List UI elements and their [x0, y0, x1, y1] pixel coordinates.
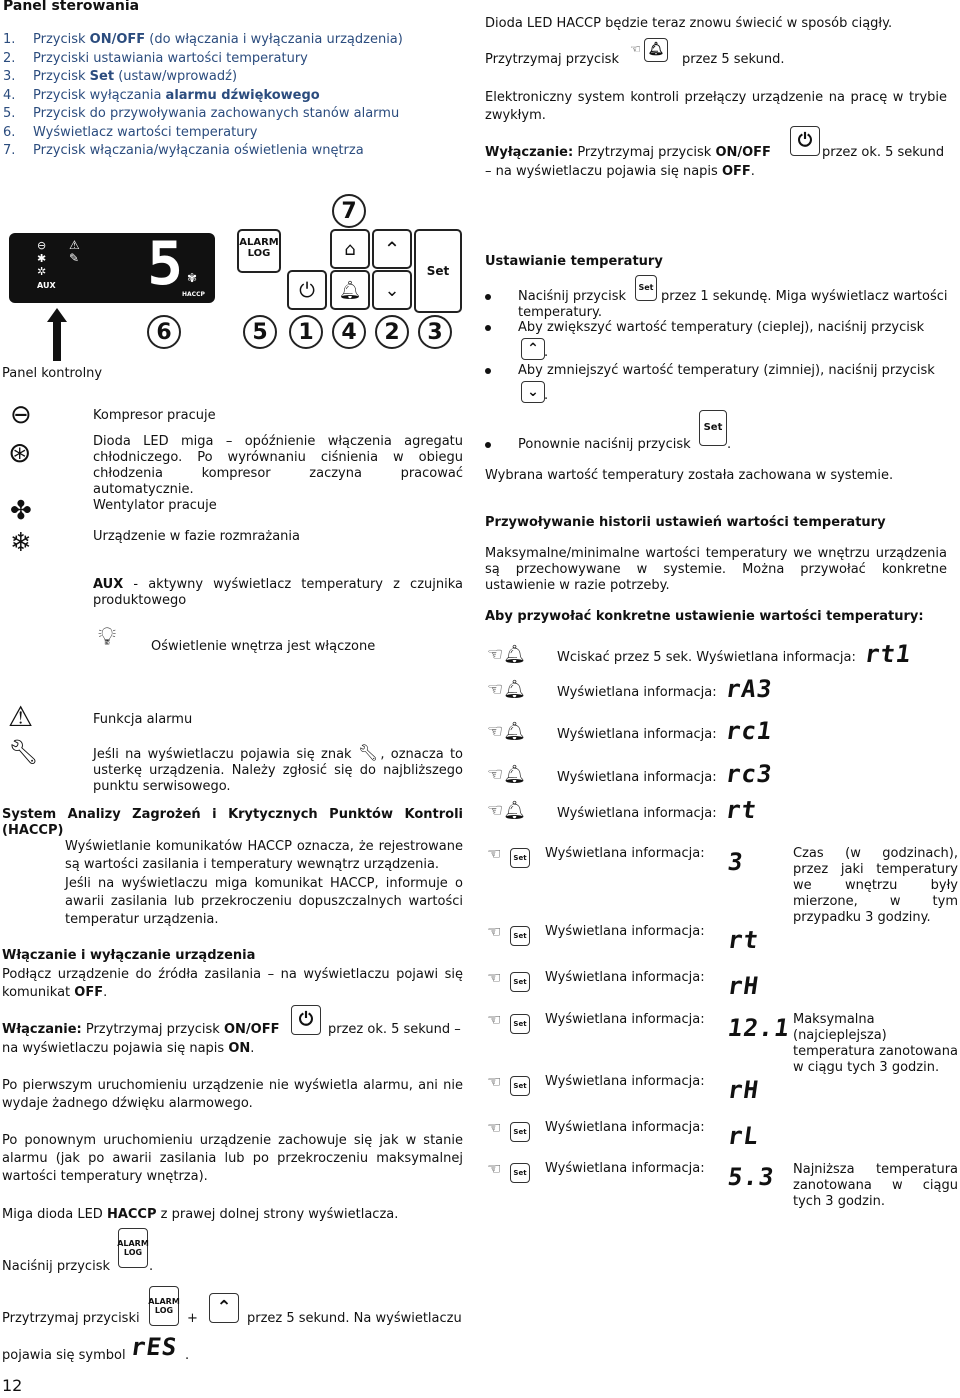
page-number: 12: [2, 1376, 23, 1395]
onoff-p1: Podłącz urządzenie do źródła zasilania – na wyświetlaczu pojawi się komunikat OFF.: [2, 967, 463, 1000]
arrow-shaft: [53, 321, 61, 361]
temp-setting-title: Ustawianie temperatury: [485, 254, 663, 269]
recall-label: Wyświetlana informacja:: [557, 727, 717, 742]
defrost-icon: ❄: [10, 528, 32, 558]
hold-text: Przytrzymaj przycisk: [485, 52, 619, 67]
period: .: [544, 388, 549, 403]
wrench-icon: 🔧︎: [8, 738, 39, 766]
set-button-inline: Set: [510, 972, 530, 992]
callout-4: 4: [332, 315, 366, 349]
bullet3: Aby zmniejszyć wartość temperatury (zimniej), naciśnij przycisk: [518, 363, 935, 378]
display-code: rt: [726, 926, 761, 954]
display-code: 5.3: [726, 1163, 777, 1191]
hand-set-icon: ☜: [487, 1159, 502, 1178]
bullet: [485, 294, 491, 300]
hand-set-icon: ☜: [487, 844, 502, 863]
hand-set-icon: ☜: [487, 922, 502, 941]
switch-off-line2: – na wyświetlaczu pojawia się napis OFF.: [485, 164, 755, 179]
hand-alarm-icon: ☜🔔︎: [487, 644, 526, 665]
note-min: Najniższa temperatura zanotowana w ciągu tych 3 godzin.: [793, 1162, 958, 1209]
power-icon: ⏻: [797, 130, 813, 151]
callout-7: 7: [332, 194, 366, 228]
legend-item: 6. Wyświetlacz wartości temperatury: [3, 124, 258, 140]
period: .: [149, 1259, 154, 1274]
note-duration: Czas (w godzinach), przez jaki temperatury we wnętrzu były mierzone, w tym przypadku 3 godziny.: [793, 846, 958, 925]
callout-6: 6: [147, 315, 181, 349]
light-text: Oświetlenie wnętrza jest włączone: [151, 639, 376, 654]
normal-mode-text: Elektroniczny system kontroli przełączy urządzenie na pracę w trybie zwykłym.: [485, 90, 947, 123]
recall-label: Wyświetlana informacja:: [557, 770, 717, 785]
hand-set-icon: ☜: [487, 1010, 502, 1029]
chevron-up-icon: ⌃: [383, 237, 401, 261]
display-code: rc1: [724, 717, 775, 745]
period: .: [544, 345, 549, 360]
display-code: rL: [726, 1122, 761, 1150]
haccp-p2: Jeśli na wyświetlaczu miga komunikat HACCP, informuje o awarii zasilania lub przekroczeniu dopuszczalnych wartości temperatur urządzenia.: [65, 876, 463, 927]
alarm-log-inline: ALARM LOG: [118, 1228, 148, 1268]
switch-on-line2: na wyświetlaczu pojawia się napis ON.: [2, 1041, 255, 1056]
period: .: [185, 1348, 190, 1363]
haccp-led: HACCP: [182, 291, 205, 298]
press-text: Naciśnij przycisk: [2, 1259, 110, 1274]
bullet: [485, 368, 491, 374]
arrow-up-icon: [47, 308, 67, 322]
set-button-inline: Set: [510, 1014, 530, 1034]
wrench-inline-icon: 🔧︎: [357, 743, 381, 762]
power-button[interactable]: [287, 270, 327, 310]
legend-item: 1. Przycisk ON/OFF (do włączania i wyłączania urządzenia): [3, 32, 403, 47]
callout-5: 5: [243, 315, 277, 349]
first-start-text: Po pierwszym uruchomieniu urządzenie nie wyświetla alarmu, ani nie wydaje żadnego dźwięku alarmowego.: [2, 1078, 463, 1111]
display-code: rt1: [863, 640, 914, 668]
saved-text: Wybrana wartość temperatury została zachowana w systemie.: [485, 468, 894, 483]
light-bulb-icon: 💡︎: [98, 622, 117, 652]
hand-alarm-icon: ☜🔔︎: [487, 679, 526, 700]
onoff-title: Włączanie i wyłączanie urządzenia: [2, 948, 256, 963]
chevron-up-icon: ⌃: [216, 1297, 232, 1318]
set-button-inline: Set: [510, 1163, 530, 1183]
legend-item: 2. Przyciski ustawiania wartości temperatury: [3, 50, 308, 66]
callout-1: 1: [289, 315, 323, 349]
history-title: Przywoływanie historii ustawień wartości temperatury: [485, 515, 886, 530]
haccp-title: System Analizy Zagrożeń i Krytycznych Punktów Kontroli (HACCP): [2, 807, 463, 838]
panel-label: Panel kontrolny: [2, 366, 103, 381]
alarm-text: Funkcja alarmu: [93, 712, 193, 727]
display-code: 3: [726, 848, 746, 876]
display-code: rc3: [724, 760, 775, 788]
set-button-inline: Set: [510, 1122, 530, 1142]
legend-item: 3. Przycisk Set (ustaw/wprowadź): [3, 69, 238, 84]
legend-item: 7. Przycisk włączania/wyłączania oświetlenia wnętrza: [3, 143, 364, 158]
bullet2: Aby zwiększyć wartość temperatury (cieplej), naciśnij przycisk: [518, 320, 925, 335]
aux-text: AUX - aktywny wyświetlacz temperatury z czujnika produktowego: [93, 577, 463, 608]
set-button-inline: Set: [510, 848, 530, 868]
power-icon: ⏻: [299, 278, 315, 302]
set-button[interactable]: Set: [414, 229, 462, 313]
control-panel-display: [9, 229, 215, 303]
fan-icon: ✤: [10, 496, 32, 526]
set-button-inline: Set: [510, 1076, 530, 1096]
compressor-icon: ⊖: [10, 400, 32, 430]
recall-label: Wyświetlana informacja:: [557, 685, 717, 700]
status-icons: ⊖ ✱ ✲ AUX: [37, 239, 56, 290]
recall-title: Aby przywołać konkretne ustawienie wartości temperatury:: [485, 609, 924, 624]
set-button-inline: Set: [635, 275, 657, 301]
chevron-down-icon: ⌄: [384, 279, 400, 301]
hand-alarm-icon: ☜🔔︎: [487, 764, 526, 785]
haccp-led-text: Miga dioda LED HACCP z prawej dolnej strony wyświetlacza.: [2, 1207, 399, 1222]
up-button-inline: [209, 1293, 239, 1323]
fan-text: Wentylator pracuje: [93, 498, 217, 513]
callout-3: 3: [418, 315, 452, 349]
recall-label: Wyświetlana informacja:: [545, 846, 705, 861]
down-button-inline: [521, 381, 545, 403]
control-panel-legend: [3, 31, 403, 161]
note-max: Maksymalna (najcieplejsza) temperatura zanotowana w ciągu tych 3 godzin.: [793, 1012, 958, 1075]
hand-set-icon: ☜: [487, 1118, 502, 1137]
history-text: Maksymalne/minimalne wartości temperatury we wnętrzu urządzenia są przechowywane w systemie. Można przywołać konkretne ustawienie w razie potrzeby.: [485, 546, 947, 593]
hand-alarm-icon: ☜🔔︎: [487, 800, 526, 821]
hold-buttons-text: Przytrzymaj przyciski: [2, 1311, 140, 1326]
section-title: Panel sterowania: [3, 0, 140, 14]
power-button-inline: [291, 1005, 321, 1035]
warning-icon: ⚠: [8, 700, 34, 733]
set-button-inline: Set: [510, 926, 530, 946]
hand-press-icon: 🔔︎ ☜: [630, 38, 664, 62]
switch-off-post: przez ok. 5 sekund: [822, 145, 945, 160]
recall-label: Wyświetlana informacja:: [545, 1012, 705, 1027]
switch-off-line1: Wyłączanie: Przytrzymaj przycisk ON/OFF: [485, 145, 771, 160]
alarm-log-button[interactable]: ALARM LOG: [237, 229, 281, 273]
bell-icon: 🔔︎: [338, 279, 362, 301]
switch-on-line1: Włączanie: Przytrzymaj przycisk ON/OFF: [2, 1022, 280, 1037]
chevron-up-icon: ⌃: [527, 341, 539, 357]
warning-icons: ⚠ ✎: [69, 238, 80, 265]
up-button-inline: [521, 338, 545, 360]
haccp-p1: Wyświetlanie komunikatów HACCP oznacza, że rejestrowane są wartości zasilania i temperatury wewnątrz urządzenia.: [65, 839, 463, 872]
symbol-text: pojawia się symbol: [2, 1348, 126, 1363]
plus-sign: +: [187, 1311, 198, 1326]
display-code: rH: [726, 1076, 761, 1104]
recall-label: Wyświetlana informacja:: [545, 1120, 705, 1135]
lamp-icon: ⌂: [344, 238, 356, 260]
display-code: rH: [726, 972, 761, 1000]
light-button[interactable]: [330, 229, 370, 269]
recall-label: Wyświetlana informacja:: [545, 1161, 705, 1176]
power-icon: ⏻: [298, 1009, 314, 1030]
recall-label: Wciskać przez 5 sek. Wyświetlana informacja:: [557, 650, 856, 665]
defrost-text: Urządzenie w fazie rozmrażania: [93, 529, 300, 544]
display-code: rA3: [724, 675, 775, 703]
compressor-blink-icon: ⊛: [8, 436, 32, 469]
bullet4: Ponownie naciśnij przycisk: [518, 437, 691, 452]
haccp-led-steady: Dioda LED HACCP będzie teraz znowu świecić w sposób ciągły.: [485, 16, 893, 31]
compressor-text: Kompresor pracuje: [93, 408, 216, 423]
bell-icon: 🔔︎: [644, 38, 668, 62]
power-button-inline: [790, 126, 820, 156]
bullet1-pre: Naciśnij przycisk: [518, 289, 626, 304]
up-button[interactable]: [372, 229, 412, 269]
hold-post: przez 5 sekund.: [682, 52, 785, 67]
alarm-log-inline-2: ALARM LOG: [149, 1286, 179, 1326]
set-button-inline: Set: [699, 410, 727, 446]
recall-label: Wyświetlana informacja:: [557, 806, 717, 821]
bullet: [485, 442, 491, 448]
temperature-display: 5: [147, 229, 184, 299]
alarm-mute-button[interactable]: [330, 270, 370, 310]
hand-set-icon: ☜: [487, 1072, 502, 1091]
wrench-text: Jeśli na wyświetlaczu pojawia się znak 🔧︎, oznacza to usterkę urządzenia. Należy zgłosić się do najbliższego punktu serwisowego.: [93, 743, 464, 794]
hand-alarm-icon: ☜🔔︎: [487, 721, 526, 742]
legend-item: 5. Przycisk do przywoływania zachowanych stanów alarmu: [3, 106, 400, 121]
hold-post: przez 5 sekund. Na wyświetlaczu: [247, 1311, 462, 1326]
period: .: [727, 437, 732, 452]
led-blink-text: Dioda LED miga – opóźnienie włączenia agregatu chłodniczego. Po wyrównaniu ciśnienia w obiegu chłodzenia kompresor zaczyna pracować automatycznie.: [93, 434, 463, 497]
recall-label: Wyświetlana informacja:: [545, 1074, 705, 1089]
legend-item: 4. Przycisk wyłączania alarmu dźwiękowego: [3, 87, 320, 103]
callout-2: 2: [375, 315, 409, 349]
bullet: [485, 325, 491, 331]
fan-led-icon: ✾: [187, 271, 198, 285]
recall-label: Wyświetlana informacja:: [545, 924, 705, 939]
switch-on-post: przez ok. 5 sekund –: [328, 1022, 461, 1037]
recall-label: Wyświetlana informacja:: [545, 970, 705, 985]
res-symbol: rES: [129, 1333, 180, 1361]
down-button[interactable]: [372, 270, 412, 310]
display-code: 12.1: [726, 1014, 792, 1042]
display-code: rt: [724, 796, 759, 824]
hand-set-icon: ☜: [487, 968, 502, 987]
restart-text: Po ponownym uruchomieniu urządzenie zachowuje się jak w stanie alarmu (jak po awarii zasilania lub po przekroczeniu maksymalnej wartości temperatury wnętrza).: [2, 1133, 463, 1184]
chevron-down-icon: ⌄: [527, 384, 539, 400]
bullet1-post: przez 1 sekundę. Miga wyświetlacz wartości temperatury.: [518, 289, 948, 320]
